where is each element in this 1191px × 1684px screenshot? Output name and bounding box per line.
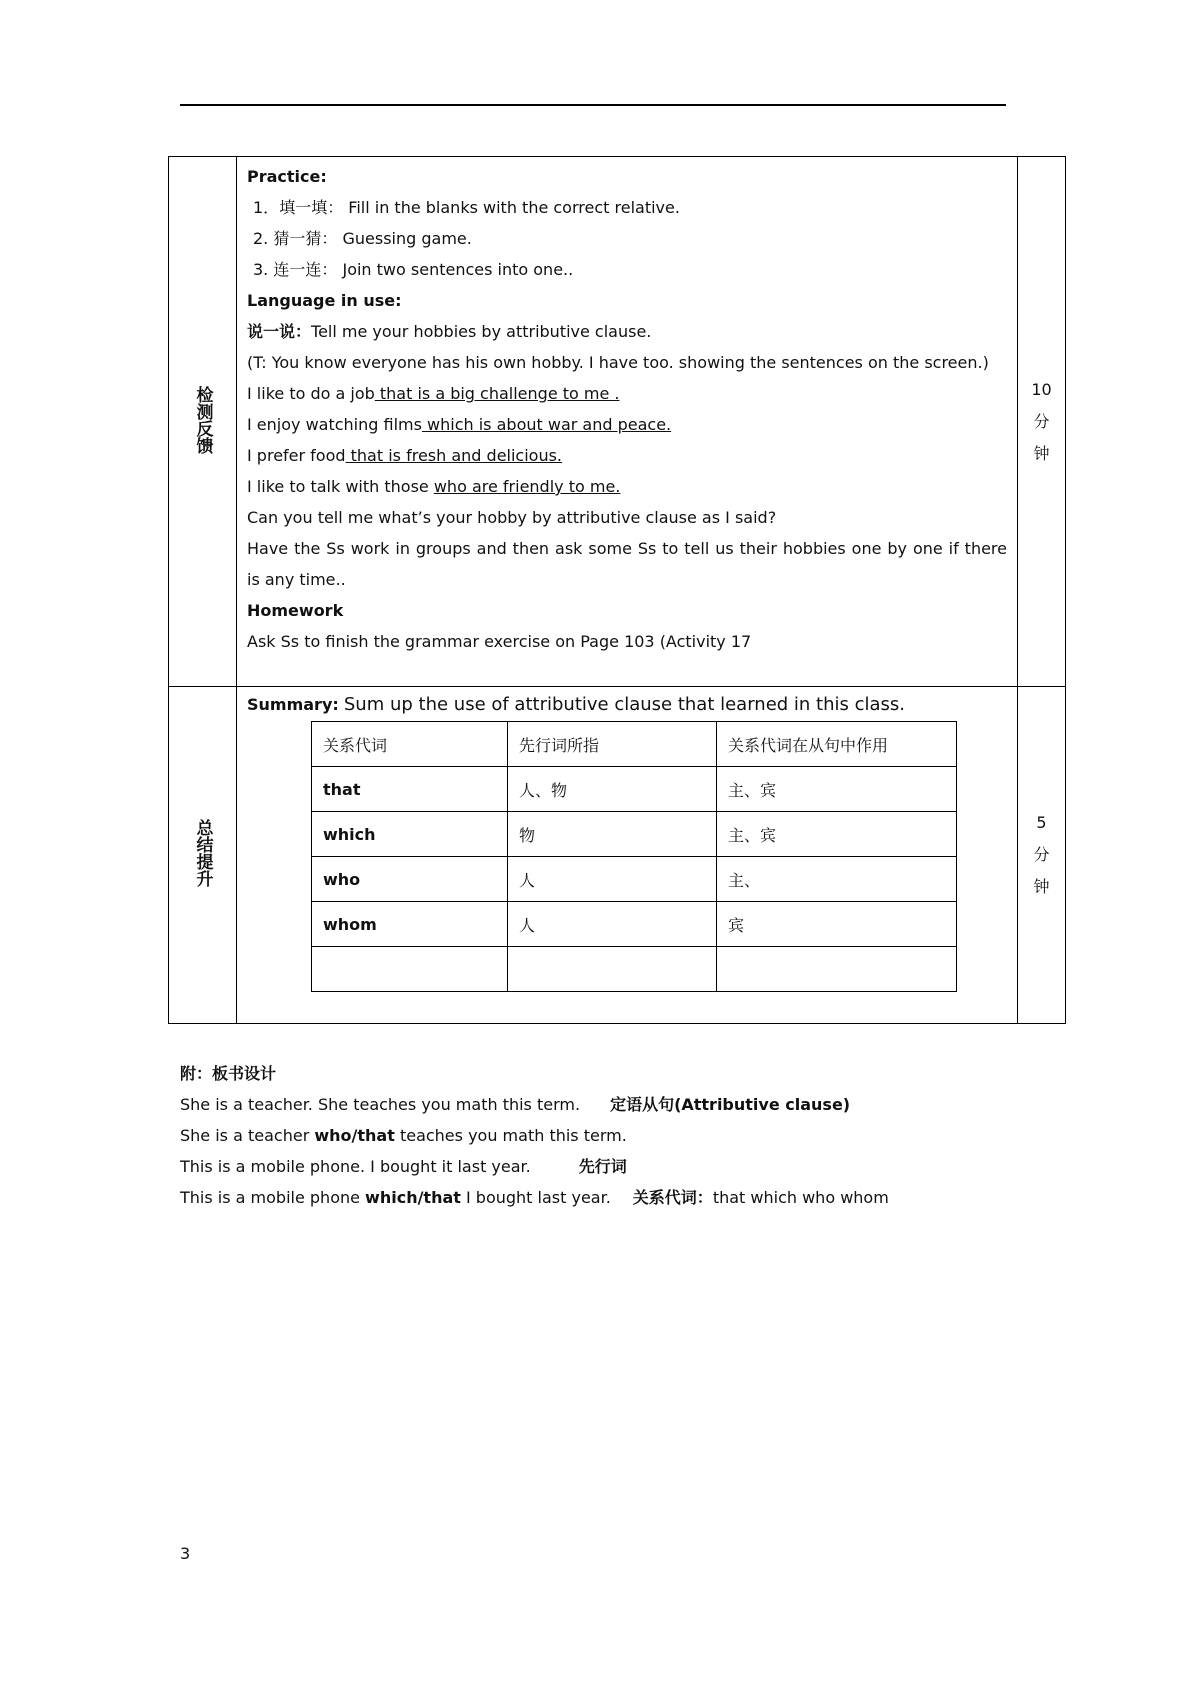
table-cell: 人 xyxy=(508,902,717,947)
summary-row xyxy=(169,687,1066,1024)
table-cell: 主、宾 xyxy=(717,767,957,812)
table-cell: 主、 xyxy=(717,857,957,902)
question-line: Can you tell me what’s your hobby by attributive clause as I said? xyxy=(247,508,777,527)
table-cell: which xyxy=(312,812,508,857)
teacher-note: (T: You know everyone has his own hobby. I have too. showing the sentences on the screen.) xyxy=(247,353,989,372)
summary-label: 总结提升 xyxy=(192,819,213,887)
pronoun-table-header xyxy=(312,722,957,767)
say-line: 说一说：Tell me your hobbies by attributive clause. xyxy=(247,322,652,341)
table-cell: whom xyxy=(312,902,508,947)
board-line-2: She is a teacher who/that teaches you math this term. xyxy=(180,1126,627,1145)
example-1: I like to do a job that is a big challenge to me . xyxy=(247,384,620,403)
header-rule xyxy=(180,104,1006,106)
feedback-time-cell xyxy=(1018,157,1066,687)
feedback-label-cell xyxy=(169,157,237,687)
table-row xyxy=(312,902,957,947)
board-design-title: 附：板书设计 xyxy=(180,1064,277,1083)
table-cell: 人、物 xyxy=(508,767,717,812)
board-line-3: This is a mobile phone. I bought it last year. 先行词 xyxy=(180,1157,627,1176)
homework-heading: Homework xyxy=(247,601,344,620)
group-work-line: Have the Ss work in groups and then ask some Ss to tell us their hobbies one by one if there is any time.. xyxy=(247,539,1007,589)
example-3: I prefer food that is fresh and delicious. xyxy=(247,446,563,465)
feedback-row xyxy=(169,157,1066,687)
table-cell xyxy=(717,947,957,992)
table-row xyxy=(312,767,957,812)
homework-text: Ask Ss to finish the grammar exercise on Page 103 (Activity 17 xyxy=(247,632,752,651)
board-line-4: This is a mobile phone which/that I bought last year. 关系代词：that which who whom xyxy=(180,1188,889,1207)
table-cell: 宾 xyxy=(717,902,957,947)
table-cell: 主、宾 xyxy=(717,812,957,857)
language-heading: Language in use: xyxy=(247,291,402,310)
board-design xyxy=(180,1058,889,1213)
practice-item-2: 2. 猜一猜： Guessing game. xyxy=(253,229,472,248)
feedback-time: 10 分 钟 xyxy=(1031,379,1052,463)
table-cell xyxy=(508,947,717,992)
table-cell: that xyxy=(312,767,508,812)
practice-heading: Practice: xyxy=(247,167,327,186)
table-cell: 物 xyxy=(508,812,717,857)
table-cell: 人 xyxy=(508,857,717,902)
summary-time-cell xyxy=(1018,687,1066,1024)
table-cell xyxy=(312,947,508,992)
table-cell: who xyxy=(312,857,508,902)
pronoun-table xyxy=(311,721,957,992)
practice-item-1: 1．填一填： Fill in the blanks with the correct relative. xyxy=(253,198,680,217)
header-cell: 关系代词在从句中作用 xyxy=(717,722,957,767)
header-cell: 关系代词 xyxy=(312,722,508,767)
example-4: I like to talk with those who are friendly to me. xyxy=(247,477,621,496)
table-row xyxy=(312,812,957,857)
header-cell: 先行词所指 xyxy=(508,722,717,767)
summary-line: Summary: Sum up the use of attributive clause that learned in this class. xyxy=(247,694,906,715)
feedback-content xyxy=(237,157,1018,687)
summary-time: 5 分 钟 xyxy=(1033,813,1050,896)
table-row-empty xyxy=(312,947,957,992)
example-2: I enjoy watching films which is about war and peace. xyxy=(247,415,672,434)
summary-label-cell xyxy=(169,687,237,1024)
board-line-1: She is a teacher. She teaches you math this term. 定语从句(Attributive clause) xyxy=(180,1095,851,1114)
feedback-label: 检测反馈 xyxy=(192,385,213,454)
summary-content xyxy=(237,687,1018,1024)
table-row xyxy=(312,857,957,902)
practice-item-3: 3. 连一连： Join two sentences into one.. xyxy=(253,260,574,279)
page-number: 3 xyxy=(180,1544,191,1563)
lesson-plan-table xyxy=(168,156,1066,1024)
